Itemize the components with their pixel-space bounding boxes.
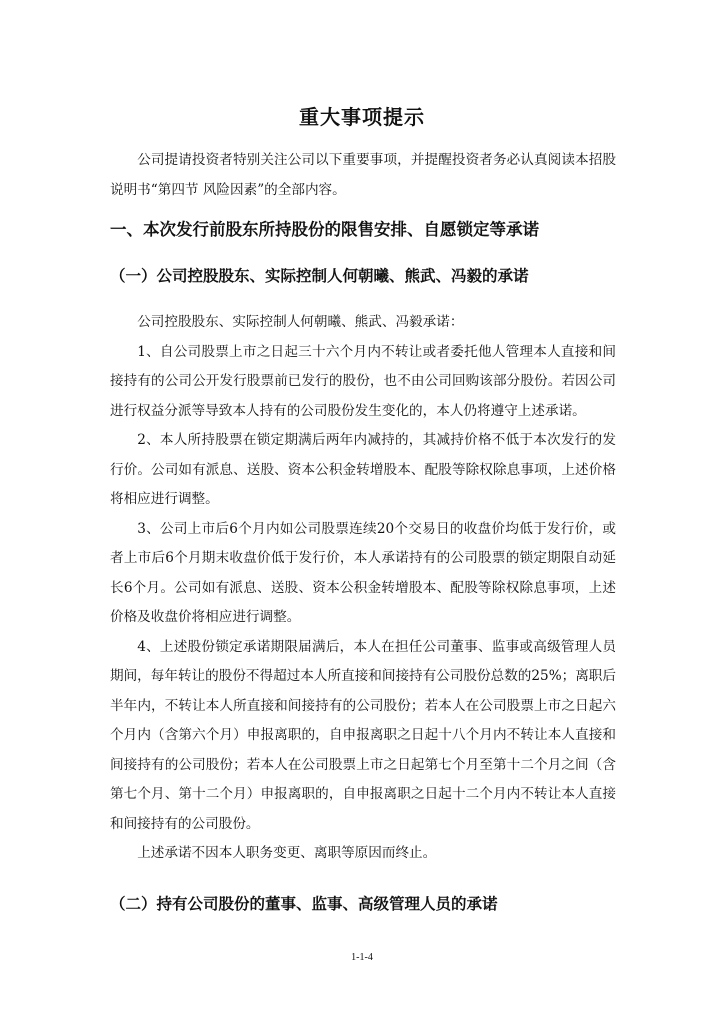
- page-number: 1-1-4: [351, 952, 373, 963]
- commitment-item-4: 4、上述股份锁定承诺期限届满后，本人在担任公司董事、监事或高级管理人员期间，每年转让的股份不得超过本人所直接和间接持有公司股份总数的25%；离职后半年内，不转让本人所直接和间接持有的公司股份；若本人在公司股票上市之日起六个月内（含第六个月）申报离职的，自申报离职之日起十八个月内不转让本人直接和间接持有的公司股份；若本人在公司股票上市之日起第七个月至第十二个月之间（含第七个月、第十二个月）申报离职的，自申报离职之日起十二个月内不转让本人直接和间接持有的公司股份。: [110, 638, 616, 832]
- subsection-heading-2: （二）持有公司股份的董事、监事、高级管理人员的承诺: [110, 895, 498, 913]
- intro-paragraph: 公司提请投资者特别关注公司以下重要事项，并提醒投资者务必认真阅读本招股说明书“第四节 风险因素”的全部内容。: [110, 152, 616, 198]
- commitment-item-1: 1、自公司股票上市之日起三十六个月内不转让或者委托他人管理本人直接和间接持有的公司公开发行股票前已发行的股份，也不由公司回购该部分股份。若因公司进行权益分派等导致本人持有的公司股份发生变化的，本人仍将遵守上述承诺。: [110, 343, 616, 419]
- subsection-1-body: [110, 308, 616, 869]
- section-heading: 一、本次发行前股东所持股份的限售安排、自愿锁定等承诺: [110, 220, 539, 239]
- intro-block: [110, 146, 616, 205]
- commitment-item-2: 2、本人所持股票在锁定期满后两年内减持的，其减持价格不低于本次发行的发行价。公司如有派息、送股、资本公积金转增股本、配股等除权除息事项，上述价格将相应进行调整。: [110, 432, 616, 507]
- page-title: 重大事项提示: [299, 105, 425, 129]
- subsection-heading-1: （一）公司控股股东、实际控制人何朝曦、熊武、冯毅的承诺: [110, 267, 529, 285]
- commitment-intro: 公司控股股东、实际控制人何朝曦、熊武、冯毅承诺：: [137, 314, 464, 330]
- commitment-closing: 上述承诺不因本人职务变更、离职等原因而终止。: [137, 845, 437, 861]
- commitment-item-3: 3、公司上市后6个月内如公司股票连续20个交易日的收盘价均低于发行价，或者上市后6个月期末收盘价低于发行价，本人承诺持有的公司股票的锁定期限自动延长6个月。公司如有派息、送股、资本公积金转增股本、配股等除权除息事项，上述价格及收盘价将相应进行调整。: [110, 520, 616, 625]
